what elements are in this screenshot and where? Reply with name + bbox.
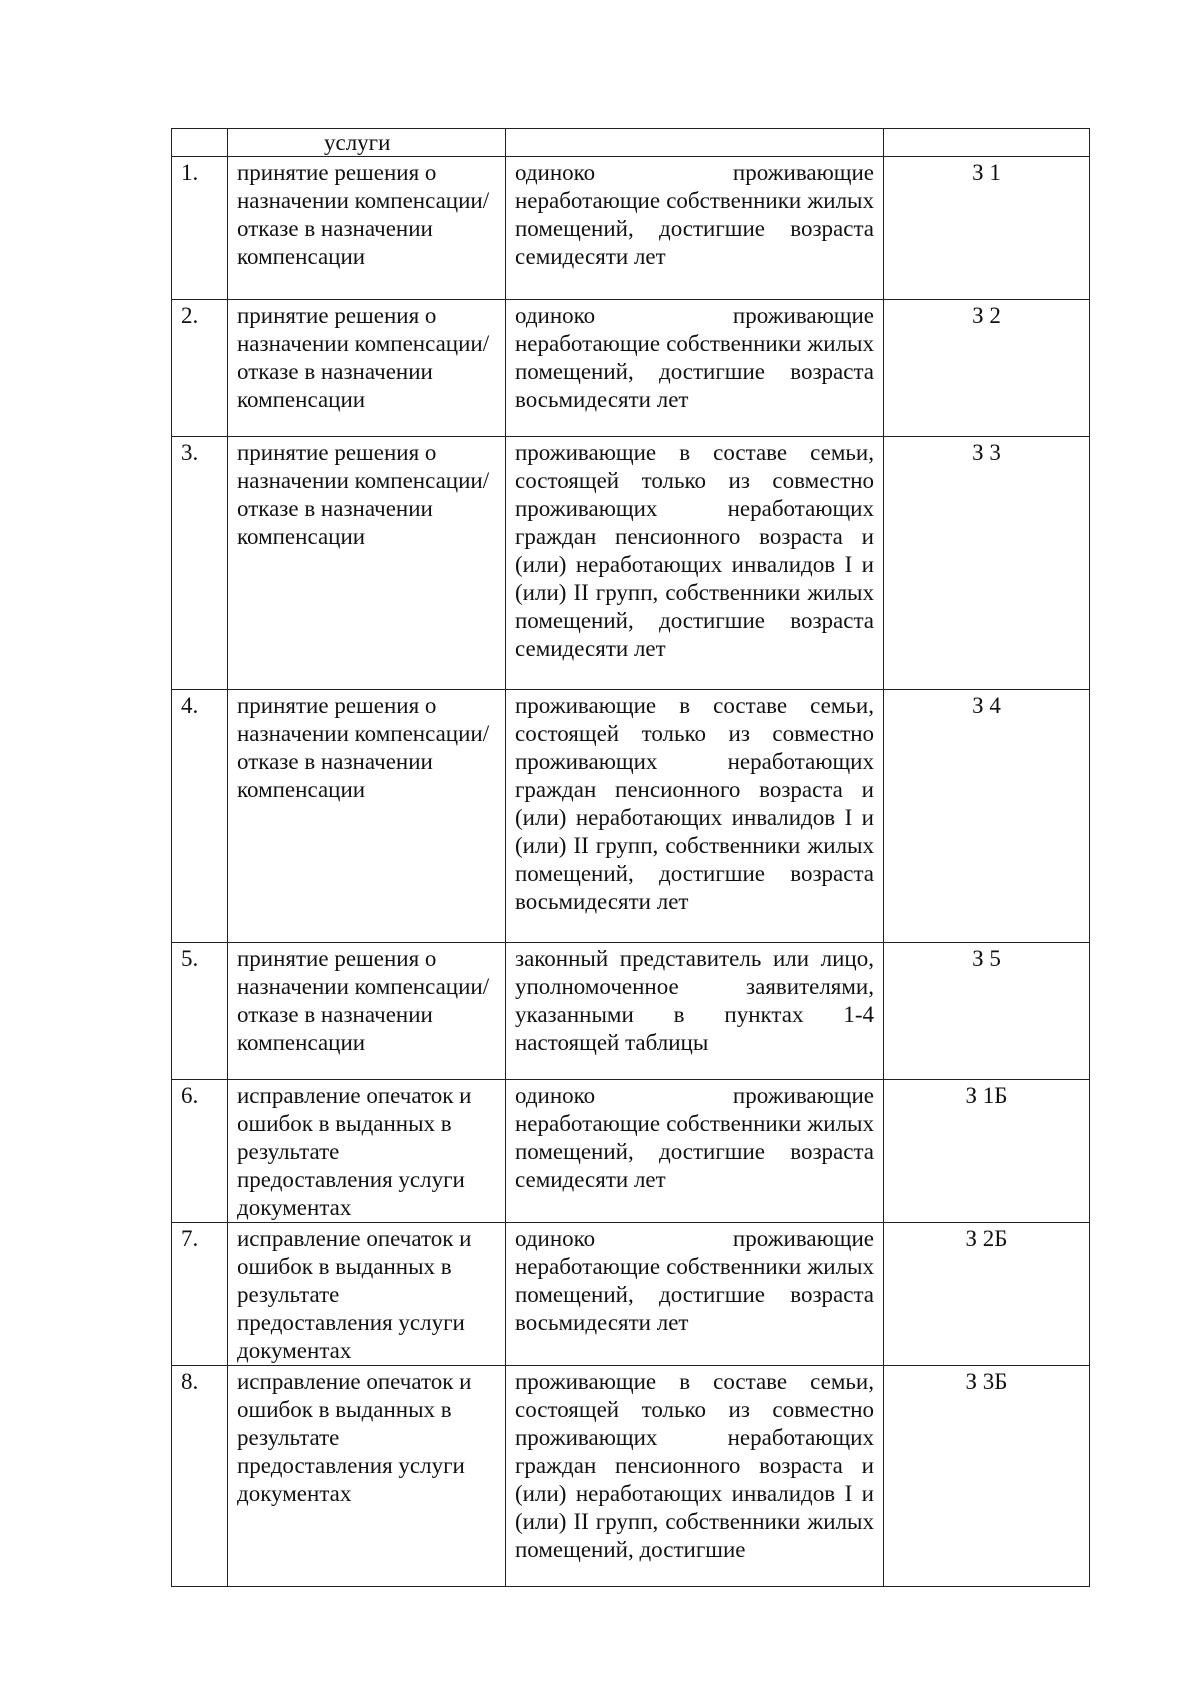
applicant-category: проживающие в составе семьи, состоящей только из совместно проживающих неработающих граждан пенсионного возраста и (или) неработающих инвалидов I и (или) II групп, собственники жилых помещений, достигшие возраста семидесяти лет [506,437,884,690]
row-number: 6. [172,1080,228,1223]
service-name: принятие решения о назначении компенсации/ отказе в назначении компенсации [228,157,506,300]
applicant-category: одиноко проживающие неработающие собственники жилых помещений, достигшие возраста восьмидесяти лет [506,300,884,437]
variant-code: З 2 [884,300,1090,437]
applicant-category: одиноко проживающие неработающие собственники жилых помещений, достигшие возраста семидесяти лет [506,157,884,300]
row-number: 4. [172,690,228,943]
header-service-cell: услуги [228,129,506,157]
row-number: 1. [172,157,228,300]
header-num-cell [172,129,228,157]
applicant-category: проживающие в составе семьи, состоящей только из совместно проживающих неработающих граждан пенсионного возраста и (или) неработающих инвалидов I и (или) II групп, собственники жилых помещений, достигшие [506,1366,884,1587]
table-row [172,300,1090,437]
variant-code: З 5 [884,943,1090,1080]
service-name: принятие решения о назначении компенсации/ отказе в назначении компенсации [228,437,506,690]
variant-code: З 4 [884,690,1090,943]
table-row [172,1223,1090,1366]
row-number: 5. [172,943,228,1080]
table-row [172,943,1090,1080]
header-applicant-cell [506,129,884,157]
service-name: принятие решения о назначении компенсации/ отказе в назначении компенсации [228,300,506,437]
service-name: исправление опечаток и ошибок в выданных в результате предоставления услуги документах [228,1366,506,1587]
row-number: 7. [172,1223,228,1366]
variant-code: З 1 [884,157,1090,300]
variant-code: З 1Б [884,1080,1090,1223]
service-name: принятие решения о назначении компенсации/ отказе в назначении компенсации [228,690,506,943]
applicant-category: одиноко проживающие неработающие собственники жилых помещений, достигшие возраста восьмидесяти лет [506,1223,884,1366]
variant-code: З 3Б [884,1366,1090,1587]
table-header-row [172,129,1090,157]
table-row [172,437,1090,690]
variant-code: З 3 [884,437,1090,690]
row-number: 2. [172,300,228,437]
row-number: 3. [172,437,228,690]
table-row [172,1080,1090,1223]
variant-code: З 2Б [884,1223,1090,1366]
services-table [171,128,1090,1587]
applicant-category: законный представитель или лицо, уполномоченное заявителями, указанными в пунктах 1-4 настоящей таблицы [506,943,884,1080]
service-name: исправление опечаток и ошибок в выданных в результате предоставления услуги документах [228,1223,506,1366]
header-code-cell [884,129,1090,157]
service-name: принятие решения о назначении компенсации/ отказе в назначении компенсации [228,943,506,1080]
service-name: исправление опечаток и ошибок в выданных в результате предоставления услуги документах [228,1080,506,1223]
table-row [172,1366,1090,1587]
table-row [172,157,1090,300]
applicant-category: проживающие в составе семьи, состоящей только из совместно проживающих неработающих граждан пенсионного возраста и (или) неработающих инвалидов I и (или) II групп, собственники жилых помещений, достигшие возраста восьмидесяти лет [506,690,884,943]
table-row [172,690,1090,943]
applicant-category: одиноко проживающие неработающие собственники жилых помещений, достигшие возраста семидесяти лет [506,1080,884,1223]
row-number: 8. [172,1366,228,1587]
